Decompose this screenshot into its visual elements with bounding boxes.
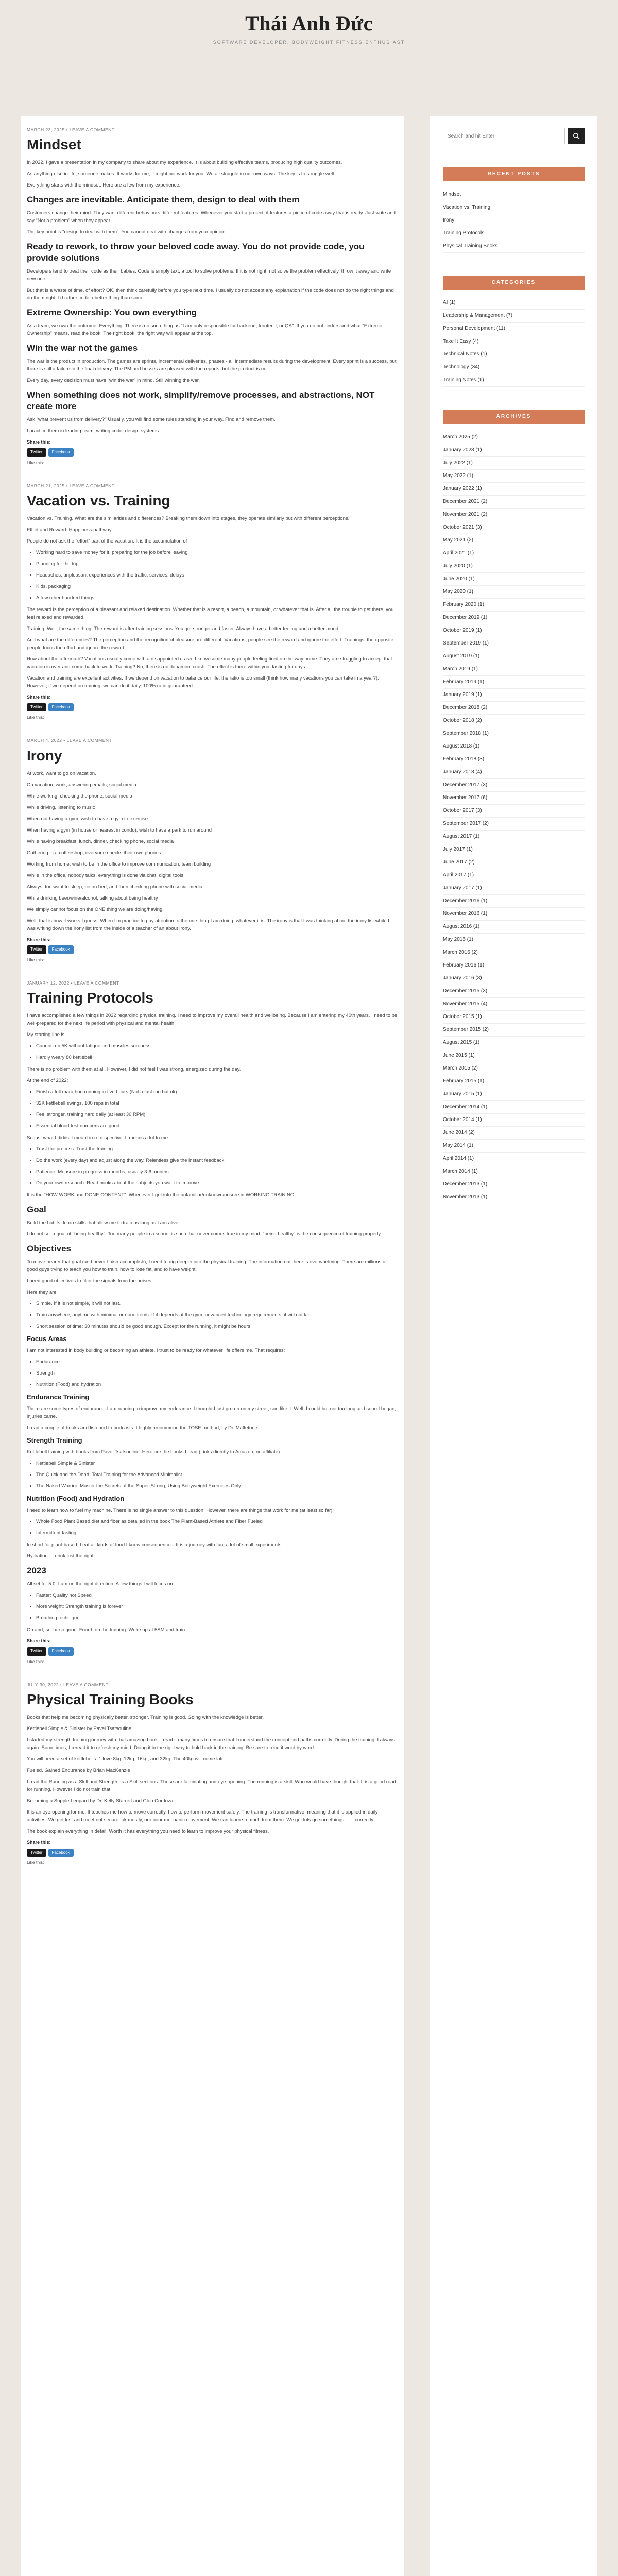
paragraph: While drinking beer/wine/alcohol, talking about being healthy	[27, 895, 158, 901]
paragraph: While working, checking the phone, social media	[27, 793, 132, 799]
list-item: • Kids, packaging	[36, 583, 398, 590]
section-heading: Win the war not the games	[27, 343, 138, 353]
paragraph: You will need a set of kettlebells: 1 love 8kg, 12kg, 16kg, and 32kg. The 40kg will come later.	[27, 1756, 227, 1762]
paragraph: Vacation vs. Training. What are the similarities and differences? Breaking them down into stages, they operate similarly but with different perceptions.	[27, 515, 350, 521]
section-heading: Focus Areas	[27, 1335, 67, 1343]
paragraph: Here they are	[27, 1290, 57, 1296]
paragraph: I started my strength training journey with that amazing book. I read it many times to ensure that I understand the concept and paths correctly. During the training, I always again. Sometimes, I reread it to refresh my mind. Doing it in the right way to hold back in the training. Be sure to read it word by word.	[27, 1737, 395, 1751]
list-item: • Do your own research. Read books about the subjects you want to improve.	[36, 1179, 398, 1187]
paragraph: While having breakfast, lunch, dinner, checking phone, social media	[27, 838, 174, 844]
site-header	[0, 0, 618, 54]
sidebar-link[interactable]: August 2016 (1)	[443, 921, 585, 934]
sidebar-link[interactable]: October 2019 (1)	[443, 624, 585, 637]
paragraph: Training. Well, the same thing. The reward is after training sessions. You get stronger and faster. Always have a better feeling and a better mood.	[27, 625, 340, 632]
sidebar-link[interactable]: Personal Development (11)	[443, 323, 585, 335]
paragraph: Build the habits, learn skills that allow me to train as long as I am alive.	[27, 1220, 180, 1226]
bullet-list	[36, 549, 398, 602]
archives-widget	[443, 410, 585, 1204]
categories-list	[443, 297, 585, 387]
paragraph: How about the aftermath? Vacations usually come with a disappointed crash. I know some many people feeling tired on the way home. They are struggling to accept that vacation is over and come back to work. Training? No, there is no dopamine crash. The effect is there within you, lasting for days.	[27, 656, 392, 670]
sidebar-link[interactable]: Vacation vs. Training	[443, 201, 585, 214]
sidebar-link[interactable]: June 2015 (1)	[443, 1049, 585, 1062]
list-item: • Nutrition (Food) and hydration	[36, 1381, 398, 1388]
sidebar-link[interactable]: November 2015 (4)	[443, 998, 585, 1011]
sidebar-link[interactable]: January 2019 (1)	[443, 689, 585, 702]
sidebar-link[interactable]: Technical Notes (1)	[443, 348, 585, 361]
search-icon	[573, 132, 580, 140]
bullet-list	[36, 1042, 398, 1061]
sidebar-link[interactable]: March 2016 (2)	[443, 946, 585, 959]
sidebar-link[interactable]: August 2019 (1)	[443, 650, 585, 663]
list-item: • Strength	[36, 1369, 398, 1377]
share-buttons	[27, 448, 398, 456]
sidebar-link[interactable]: June 2020 (1)	[443, 573, 585, 586]
sidebar-link[interactable]: July 2020 (1)	[443, 560, 585, 573]
sidebar-link[interactable]: March 2019 (1)	[443, 663, 585, 676]
sidebar-link[interactable]: April 2014 (1)	[443, 1153, 585, 1165]
sidebar-link[interactable]: November 2017 (6)	[443, 792, 585, 805]
sidebar-link[interactable]: December 2017 (3)	[443, 779, 585, 792]
sidebar-link[interactable]: Training Notes (1)	[443, 374, 585, 387]
sidebar-link[interactable]: May 2020 (1)	[443, 586, 585, 599]
paragraph: The key point is "design to deal with them". You cannot deal with changes from your opinion.	[27, 229, 227, 235]
sidebar-link[interactable]: October 2017 (3)	[443, 805, 585, 818]
archives-list	[443, 431, 585, 1204]
sidebar-link[interactable]: April 2021 (1)	[443, 547, 585, 560]
post-title[interactable]: Physical Training Books	[27, 1691, 194, 1707]
sidebar-link[interactable]: August 2015 (1)	[443, 1037, 585, 1049]
paragraph: On vacation, work, answering emails, social media	[27, 782, 136, 788]
sidebar-link[interactable]: December 2018 (2)	[443, 702, 585, 715]
section-heading: Ready to rework, to throw your beloved code away. You do not provide code, you provide solutions	[27, 242, 365, 263]
paragraph: When not having a gym, wish to have a gym to exercise	[27, 816, 148, 822]
list-item: • Breathing technique	[36, 1614, 398, 1622]
search-button[interactable]	[568, 128, 585, 144]
list-item: • Kettlebell Simple & Sinister	[36, 1460, 398, 1467]
paragraph: Every day, every decision must have "win the war" in mind. Still winning the war.	[27, 378, 200, 384]
sidebar	[430, 116, 597, 2576]
sidebar-link[interactable]: October 2021 (3)	[443, 521, 585, 534]
paragraph: And what are the differences? The perception and the recognition of pleasure are different. Vacations, people see the reward and ignore the effort. Trainings, the opposite, people focus the effort and ignore the reward.	[27, 637, 395, 651]
categories-widget	[443, 276, 585, 387]
share-twitter-button[interactable]: Twitter	[27, 1849, 46, 1857]
bullet-list	[36, 1518, 398, 1537]
sidebar-link[interactable]: August 2018 (1)	[443, 740, 585, 753]
list-item: • Headaches, unpleasant experiences with the traffic, services, delays	[36, 571, 398, 579]
sidebar-link[interactable]: September 2018 (1)	[443, 727, 585, 740]
sidebar-link[interactable]: November 2016 (1)	[443, 908, 585, 921]
list-item: • The Naked Warrior: Master the Secrets of the Super-Strong, Using Bodyweight Exercises Only	[36, 1482, 398, 1490]
paragraph: People do not ask the "effort" part of the vacation. It is the accumulation of	[27, 538, 187, 544]
sidebar-link[interactable]: December 2021 (2)	[443, 496, 585, 509]
post-title[interactable]: Irony	[27, 747, 62, 764]
share-buttons	[27, 945, 398, 954]
like-label: Like this:	[27, 715, 44, 720]
paragraph: At the end of 2022:	[27, 1078, 68, 1084]
paragraph: Hydration - I drink just the right.	[27, 1553, 95, 1560]
paragraph: While in the office, nobody talks, everything is done via chat, digital tools	[27, 872, 183, 878]
paragraph: It is the "HOW WORK and DONE CONTENT". Whenever I got into the unfamiliar/unknown/unsure in WORKING TRAINING.	[27, 1192, 296, 1198]
share-buttons	[27, 1849, 398, 1857]
share-twitter-button[interactable]: Twitter	[27, 448, 46, 456]
sidebar-link[interactable]: June 2017 (2)	[443, 856, 585, 869]
widget-title-recent-posts: RECENT POSTS	[443, 167, 585, 181]
list-item: • Cannot run 5K without fatigue and muscles soreness	[36, 1042, 398, 1050]
paragraph: But that is a waste of time, of effort? OK, then think carefully before you type next time. I usually do not accept any explanation if the code does not do the right things and do them right. I'd rather code a better thing than some.	[27, 287, 394, 301]
sidebar-link[interactable]: January 2017 (1)	[443, 882, 585, 895]
list-item: • Feel stronger, training hard daily (at least 30 RPM)	[36, 1111, 398, 1118]
paragraph: My starting line is	[27, 1032, 65, 1038]
paragraph: We simply cannot focus on the ONE thing we are doing/having.	[27, 906, 164, 912]
sidebar-link[interactable]: July 2017 (1)	[443, 843, 585, 856]
sidebar-link[interactable]: December 2019 (1)	[443, 612, 585, 624]
sidebar-link[interactable]: November 2013 (1)	[443, 1191, 585, 1204]
share-buttons	[27, 703, 398, 711]
sidebar-link[interactable]: January 2023 (1)	[443, 444, 585, 457]
paragraph: In 2022, I gave a presentation in my company to share about my experience. It is about building effective teams, producing high quality outcomes.	[27, 160, 342, 166]
like-label: Like this:	[27, 1658, 44, 1664]
paragraph: There are some types of endurance. I am running to improve my endurance. I thought I just go run on my street, sort like it. Well, I could but not too long and soon I began, injuries came.	[27, 1406, 396, 1420]
section-heading: Objectives	[27, 1244, 71, 1254]
sidebar-link[interactable]: July 2022 (1)	[443, 457, 585, 470]
content-wrap	[21, 116, 597, 2576]
list-item: • The Quick and the Dead: Total Training for the Advanced Minimalist	[36, 1471, 398, 1479]
paragraph: When having a gym (in house or nearest in condo), wish to have a park to run around	[27, 827, 212, 833]
post-title[interactable]: Vacation vs. Training	[27, 492, 170, 509]
list-item: • Short session of time: 30 minutes should be good enough. Except for the running, it might be hours.	[36, 1323, 398, 1330]
list-item: • Do the work (every day) and adjust along the way. Relentless give the instant feedback.	[36, 1157, 398, 1164]
sidebar-link[interactable]: March 2015 (2)	[443, 1062, 585, 1075]
sidebar-link[interactable]: Training Protocols	[443, 227, 585, 240]
paragraph: Books that help me becoming physically better, stronger. Training is good. Going with the knowledge is better.	[27, 1714, 264, 1720]
sidebar-link[interactable]: January 2022 (1)	[443, 483, 585, 496]
list-item: • Train anywhere, anytime with minimal or none items. If it depends at the gym, advanced technology requirements, it will not last.	[36, 1311, 398, 1319]
share-label: Share this:	[27, 1638, 51, 1644]
paragraph: As a team, we own the outcome. Everything. There is no such thing as "I am only responsible for backend, frontend, or QA". If you do not understand what "Extreme Ownership" means, read the book. The right book, the right way will appear at the top.	[27, 323, 383, 337]
section-heading: Goal	[27, 1205, 46, 1215]
sidebar-link[interactable]: May 2014 (1)	[443, 1140, 585, 1153]
sidebar-link[interactable]: March 2014 (1)	[443, 1165, 585, 1178]
share-facebook-button[interactable]: Facebook	[48, 703, 74, 711]
paragraph: Kettlebell Simple & Sinister by Pavel Tsatsouline	[27, 1725, 132, 1732]
sidebar-link[interactable]: October 2018 (2)	[443, 715, 585, 727]
list-item: • 32K kettlebell swings, 100 reps in total	[36, 1099, 398, 1107]
share-buttons	[27, 1647, 398, 1655]
post-meta[interactable]: MARCH 23, 2025 • LEAVE A COMMENT	[27, 127, 115, 132]
paragraph: The war is the product in production. The games are sprints, incremental deliveries, phases - all intermediate results during the development. Every sprint is a success, but there is still a failure in the final delivery. The PM and bosses are pleased with the reports, but the product is not.	[27, 359, 397, 372]
like-label: Like this:	[27, 1860, 44, 1866]
share-facebook-button[interactable]: Facebook	[48, 1647, 74, 1655]
sidebar-link[interactable]: June 2014 (2)	[443, 1127, 585, 1140]
sidebar-link[interactable]: February 2015 (1)	[443, 1075, 585, 1088]
sidebar-link[interactable]: November 2021 (2)	[443, 509, 585, 521]
post-title[interactable]: Mindset	[27, 137, 81, 153]
list-item: • Hardly weary 80 kettlebell	[36, 1054, 398, 1061]
list-item: • Finish a full marathon running in five hours (Not a fast run but ok)	[36, 1088, 398, 1096]
bullet-list	[36, 1591, 398, 1622]
list-item: • More weight: Strength training is forever	[36, 1603, 398, 1611]
paragraph: I need good objectives to filter the signals from the noises.	[27, 1278, 153, 1284]
post-body	[27, 1012, 398, 1634]
section-heading: When something does not work, simplify/remove processes, and abstractions, NOT create more	[27, 390, 375, 412]
sidebar-link[interactable]: September 2017 (2)	[443, 818, 585, 831]
paragraph: Well, that is how it works I guess. When I'm practice to pay attention to the one thing I am doing, whatever it is. The irony is that I was thinking about the irony list while I was writing down the irony list from the inside of a teacher of an about irony.	[27, 918, 389, 931]
paragraph: At work, want to go on vacation.	[27, 770, 96, 776]
paragraph: I do not set a goal of "being healthy". Too many people in a school is such that never comes true in my mind. "being healthy" is the consequence of training properly.	[27, 1231, 382, 1238]
post-meta[interactable]: JULY 30, 2022 • LEAVE A COMMENT	[27, 1682, 109, 1687]
search-input[interactable]	[443, 128, 565, 144]
sidebar-link[interactable]: December 2016 (1)	[443, 895, 585, 908]
sidebar-link[interactable]: Physical Training Books	[443, 240, 585, 253]
post-body	[27, 159, 398, 435]
share-twitter-button[interactable]: Twitter	[27, 945, 46, 954]
paragraph: Fueled. Gained Endurance by Brian MacKenzie	[27, 1767, 130, 1773]
share-facebook-button[interactable]: Facebook	[48, 448, 74, 456]
paragraph: Gathering in a coffeeshop, everyone checks their own phones	[27, 850, 161, 856]
list-item: • Endurance	[36, 1358, 398, 1366]
bullet-list	[36, 1300, 398, 1330]
paragraph: While driving, listening to music	[27, 804, 95, 810]
post-meta[interactable]: JANUARY 12, 2022 • LEAVE A COMMENT	[27, 980, 119, 986]
list-item: • Trust the process. Trust the training.	[36, 1145, 398, 1153]
sidebar-link[interactable]: December 2014 (1)	[443, 1101, 585, 1114]
sidebar-link[interactable]: Technology (34)	[443, 361, 585, 374]
sidebar-link[interactable]: February 2020 (1)	[443, 599, 585, 612]
sidebar-link[interactable]: May 2022 (1)	[443, 470, 585, 483]
widget-title-archives: ARCHIVES	[443, 410, 585, 424]
sidebar-link[interactable]: AI (1)	[443, 297, 585, 310]
paragraph: Oh and, so far so good. Fourth on the training. Woke up at 5AM and train.	[27, 1627, 186, 1633]
paragraph: The reward is the perception of a pleasant and relaxed destination. Whether that is a resort, a beach, a mountain, or whatever that is. After all the trouble to get there, you feel relaxed and rewarded.	[27, 606, 394, 620]
paragraph: Working from home, wish to be in the office to improve communication, team building	[27, 861, 211, 867]
paragraph: The book explain everything in detail. Worth it has everything you need to learn to improve your physical fitness.	[27, 1828, 269, 1834]
post-article	[27, 1682, 398, 1867]
share-facebook-button[interactable]: Facebook	[48, 1849, 74, 1857]
list-item: • Essential blood test numbers are good	[36, 1122, 398, 1130]
sidebar-link[interactable]: August 2017 (1)	[443, 831, 585, 843]
share-facebook-button[interactable]: Facebook	[48, 945, 74, 954]
list-item: • Patience. Measure in progress in months, usually 3-6 months.	[36, 1168, 398, 1176]
list-item: • Whole Food Plant Based diet and fiber as detailed in the book The Plant-Based Athlete and Fiber Fueled	[36, 1518, 398, 1526]
post-body	[27, 1714, 398, 1835]
site-title[interactable]: Thái Anh Đức	[245, 12, 373, 35]
paragraph: Vacation and training are excellent activities. If we depend on vacation to balance our life, the ratio is too small (think how many vacations you can take in a year?). However, if we depend on training, we can do it daily. 100% ratio guaranteed.	[27, 675, 379, 689]
paragraph: Customers change their mind. They want different behaviours different features. Whenever you start a project, it features a piece of code away that is ready. Just write and say "Not a problem" when they appear.	[27, 210, 396, 224]
post-article	[27, 980, 398, 1665]
sidebar-link[interactable]: February 2019 (1)	[443, 676, 585, 689]
paragraph: Effort and Reward. Happiness pathway.	[27, 527, 113, 533]
sidebar-link[interactable]: October 2014 (1)	[443, 1114, 585, 1127]
sidebar-link[interactable]: January 2015 (1)	[443, 1088, 585, 1101]
paragraph: As anything else in life, someone makes. It works for me, it might not work for you. We all struggle in our own ways. The key is to struggle well.	[27, 171, 335, 177]
post-body	[27, 515, 398, 690]
sidebar-link[interactable]: January 2016 (3)	[443, 972, 585, 985]
recent-posts-widget	[443, 167, 585, 253]
post-meta[interactable]: MARCH 21, 2025 • LEAVE A COMMENT	[27, 483, 115, 488]
share-label: Share this:	[27, 694, 51, 700]
share-twitter-button[interactable]: Twitter	[27, 703, 46, 711]
sidebar-link[interactable]: May 2016 (1)	[443, 934, 585, 946]
list-item: • Intermittent fasting	[36, 1529, 398, 1537]
recent-posts-list	[443, 189, 585, 253]
paragraph: I need to learn how to fuel my machine. There is no single answer to this question. However, there are things that work for me (at least so far):	[27, 1507, 334, 1514]
post-article	[27, 127, 398, 466]
section-heading: Extreme Ownership: You own everything	[27, 308, 197, 318]
share-label: Share this:	[27, 439, 51, 445]
paragraph: Ask "what prevent us from delivery?" Usually, you will find some rules standing in your way. Find and remove them.	[27, 417, 276, 423]
post-title[interactable]: Training Protocols	[27, 990, 153, 1006]
post-article	[27, 483, 398, 721]
search-form	[443, 128, 585, 144]
sidebar-link[interactable]: April 2017 (1)	[443, 869, 585, 882]
list-item: • A few other hundred things	[36, 594, 398, 602]
paragraph: Kettlebell training with books from Pavel Tsatsouline. Here are the books I read (Links directly to Amazon, no affiliate):	[27, 1449, 281, 1455]
paragraph: All set for 5.0. I am on the right direction. A few things I will focus on	[27, 1581, 173, 1587]
share-label: Share this:	[27, 1839, 51, 1845]
paragraph: Developers tend to treat their code as their babies. Code is simply text, a tool to solve problems. If it is not right, not solve the problem effectively, throw it away and write new one.	[27, 268, 391, 282]
section-heading: Strength Training	[27, 1436, 82, 1445]
section-heading: Endurance Training	[27, 1393, 90, 1401]
post-meta[interactable]: MARCH 4, 2022 • LEAVE A COMMENT	[27, 738, 112, 743]
sidebar-link[interactable]: Take It Easy (4)	[443, 335, 585, 348]
sidebar-link[interactable]: Irony	[443, 214, 585, 227]
sidebar-link[interactable]: September 2015 (2)	[443, 1024, 585, 1037]
bullet-list	[36, 1460, 398, 1490]
paragraph: Becoming a Supple Leopard by Dr. Kelly Starrett and Glen Cordoza	[27, 1798, 174, 1804]
section-heading: 2023	[27, 1566, 46, 1576]
sidebar-link[interactable]: Mindset	[443, 189, 585, 201]
paragraph: I am not interested in body building or becoming an athlete. I trust to be ready for whatever life offers me. That requires:	[27, 1348, 285, 1354]
section-heading: Nutrition (Food) and Hydration	[27, 1495, 125, 1503]
like-label: Like this:	[27, 957, 44, 962]
post-article	[27, 737, 398, 963]
sidebar-link[interactable]: October 2015 (1)	[443, 1011, 585, 1024]
sidebar-link[interactable]: February 2018 (3)	[443, 753, 585, 766]
list-item: • Working hard to save money for it, preparing for the job before leaving	[36, 549, 398, 556]
bullet-list	[36, 1358, 398, 1388]
sidebar-link[interactable]: February 2016 (1)	[443, 959, 585, 972]
section-heading: Changes are inevitable. Anticipate them, design to deal with them	[27, 195, 300, 205]
main-content	[21, 116, 404, 2576]
sidebar-link[interactable]: December 2013 (1)	[443, 1178, 585, 1191]
list-item: • Planning for the trip	[36, 560, 398, 568]
paragraph: I read the Running as a Skill and Strength as a Skill sections. These are fascinating and eye-opening. The running is a skill. Who would have thought that. It is a good read for running. However I do not train that.	[27, 1778, 396, 1792]
sidebar-link[interactable]: September 2019 (1)	[443, 637, 585, 650]
list-item: • Faster: Quality not Speed	[36, 1591, 398, 1599]
sidebar-link[interactable]: March 2025 (2)	[443, 431, 585, 444]
paragraph: To move nearer that goal (and never finish accomplish), I need to dig deeper into the physical training. The information out there is overwhelming. There are millions of good guys trying to teach you how to train, how to lose fat, and to have weight.	[27, 1259, 387, 1273]
widget-title-categories: CATEGORIES	[443, 276, 585, 290]
paragraph: In short for plant-based, I eat all kinds of food I know consequences. It is a journey with fun, a lot of small experiments.	[27, 1542, 283, 1548]
bullet-list	[36, 1088, 398, 1130]
paragraph: It is an eye-opening for me. It teaches me how to move correctly, how to perform movement safely. The training is transformative, meaning that it is applied in daily activities. We get lost and meet not secure, ok mostly, our poor mechanic movement. We can learn so much from them. We get lots go somethings... ... correctly.	[27, 1809, 378, 1823]
list-item: • Simple. If it is not simple, it will not last.	[36, 1300, 398, 1308]
sidebar-link[interactable]: Leadership & Management (7)	[443, 310, 585, 323]
site-tagline: SOFTWARE DEVELOPER, BODYWEIGHT FITNESS ENTHUSIAST	[213, 40, 405, 45]
bullet-list	[36, 1145, 398, 1187]
paragraph: I practice them in leading team, writing code, design systems.	[27, 428, 160, 434]
paragraph: Everything starts with the mindset. Here are a few from my experience.	[27, 182, 181, 189]
sidebar-link[interactable]: December 2015 (3)	[443, 985, 585, 998]
paragraph: I read a couple of books and listened to podcasts. I highly recommend the TOSE method, by Dr. Maffetone.	[27, 1425, 259, 1431]
paragraph: Always, too want to sleep, be on bed, and then checking phone with social media	[27, 884, 203, 890]
like-label: Like this:	[27, 460, 44, 465]
sidebar-link[interactable]: January 2018 (4)	[443, 766, 585, 779]
share-twitter-button[interactable]: Twitter	[27, 1647, 46, 1655]
paragraph: I have accomplished a few things in 2022 regarding physical training. I need to improve my overall health and wellbeing. Because I am entering my 40th years. I need to be well-prepared for the next life period with physical and mental health.	[27, 1013, 398, 1027]
share-label: Share this:	[27, 937, 51, 942]
post-body	[27, 770, 398, 933]
paragraph: So just what I did/is it meant in retrospective. It means a lot to me.	[27, 1135, 169, 1141]
sidebar-link[interactable]: May 2021 (2)	[443, 534, 585, 547]
paragraph: There is no problem with them at all. However, I did not feel I was strong, energized during the day.	[27, 1066, 241, 1073]
